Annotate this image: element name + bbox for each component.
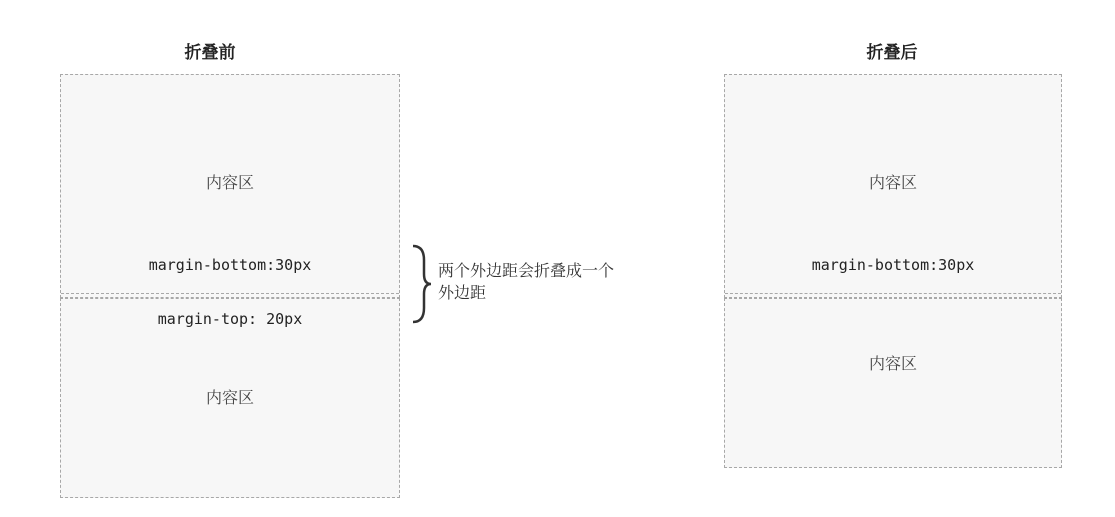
- after-top-margin-divider: [725, 293, 1061, 294]
- collapse-annotation-line1: 两个外边距会折叠成一个: [438, 261, 615, 280]
- after-bottom-content-label: 内容区: [868, 354, 917, 373]
- after-bottom-box: [724, 298, 1062, 468]
- after-top-content-label: 内容区: [868, 173, 917, 192]
- after-top-box: [724, 74, 1062, 298]
- collapse-annotation-line2: 外边距: [438, 283, 487, 302]
- before-bottom-margin-label: margin-top: 20px: [157, 310, 303, 328]
- after-title: 折叠后: [866, 43, 918, 63]
- collapse-annotation: [438, 260, 678, 304]
- collapse-brace-icon: [410, 244, 434, 324]
- before-top-margin-divider: [61, 293, 399, 294]
- before-bottom-content-label: 内容区: [205, 388, 254, 407]
- before-title: 折叠前: [184, 43, 236, 63]
- before-bottom-box: [60, 298, 400, 498]
- before-top-margin-label: margin-bottom:30px: [148, 256, 312, 274]
- after-margin-label: margin-bottom:30px: [811, 256, 975, 274]
- before-top-box: [60, 74, 400, 298]
- before-top-content-label: 内容区: [205, 173, 254, 192]
